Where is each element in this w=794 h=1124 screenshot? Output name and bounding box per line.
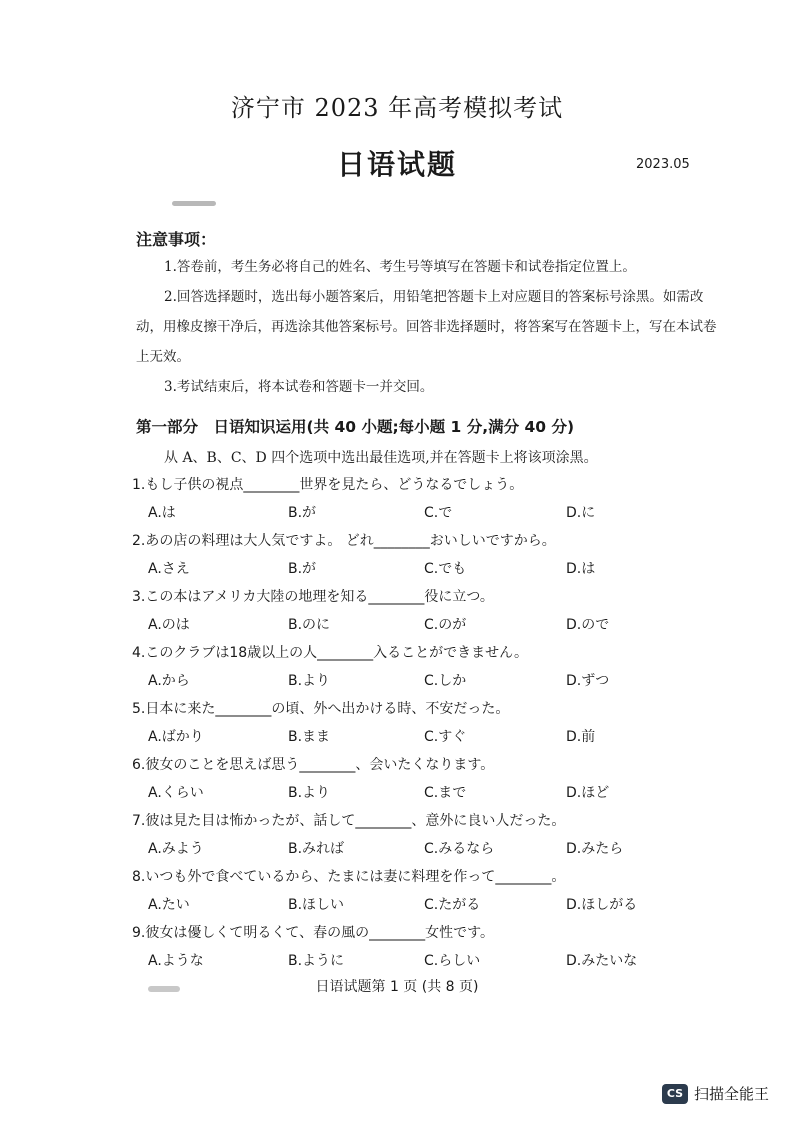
options-row [132, 890, 732, 920]
question-stem: 8.いつも外で食べているから、たまには妻に料理を作って________。 [132, 869, 566, 885]
options-row [132, 554, 732, 584]
option-a: A.ばかり [148, 729, 204, 745]
question [132, 640, 732, 696]
question-stem: 4.このクラブは18歳以上の人________入ることができません。 [132, 645, 529, 661]
options-row [132, 946, 732, 976]
part-instruction: 从 A、B、C、D 四个选项中选出最佳选项,并在答题卡上将该项涂黑。 [164, 450, 598, 466]
option-b: B.まま [288, 729, 331, 745]
camscanner-logo-icon: CS [662, 1084, 688, 1104]
option-b: B.ように [288, 953, 345, 969]
option-a: A.さえ [148, 561, 190, 577]
option-c: C.のが [424, 617, 467, 633]
option-d: D.ので [566, 617, 610, 633]
part-heading: 第一部分 日语知识运用(共 40 小题;每小题 1 分,满分 40 分) [136, 418, 575, 436]
option-b: B.より [288, 785, 331, 801]
options-row [132, 778, 732, 808]
note-item: 3.考试结束后，将本试卷和答题卡一并交回。 [164, 379, 434, 395]
note-item: 1.答卷前，考生务必将自己的姓名、考生号等填写在答题卡和试卷指定位置上。 [164, 259, 636, 275]
option-b: B.みれば [288, 841, 345, 857]
option-d: D.みたら [566, 841, 624, 857]
option-a: A.は [148, 505, 176, 521]
option-b: B.より [288, 673, 331, 689]
option-d: D.みたいな [566, 953, 638, 969]
question [132, 864, 732, 920]
question [132, 696, 732, 752]
option-b: B.のに [288, 617, 331, 633]
option-d: D.に [566, 505, 596, 521]
options-row [132, 722, 732, 752]
option-d: D.ほど [566, 785, 610, 801]
option-b: B.が [288, 561, 317, 577]
scanner-watermark [662, 1083, 769, 1104]
option-c: C.らしい [424, 953, 481, 969]
question [132, 472, 732, 528]
subject-title: 日语试题 [336, 148, 457, 181]
question [132, 752, 732, 808]
options-row [132, 498, 732, 528]
pencil-mark [172, 201, 216, 206]
option-d: D.は [566, 561, 596, 577]
option-a: A.みよう [148, 841, 204, 857]
question-stem: 7.彼は見た目は怖かったが、話して________、意外に良い人だった。 [132, 813, 566, 829]
note-item: 2.回答选择题时，选出每小题答案后，用铅笔把答题卡上对应题目的答案标号涂黑。如需改动，用橡皮擦干净后，再选涂其他答案标号。回答非选择题时，将答案写在答题卡上，写在本试卷上无效。 [136, 289, 717, 365]
option-b: B.ほしい [288, 897, 345, 913]
question-stem: 6.彼女のことを思えば思う________、会いたくなります。 [132, 757, 495, 773]
option-c: C.すぐ [424, 729, 467, 745]
question [132, 584, 732, 640]
option-c: C.しか [424, 673, 467, 689]
question [132, 920, 732, 976]
question-stem: 2.あの店の料理は大人気ですよ。 どれ________おいしいですから。 [132, 533, 556, 549]
option-c: C.まで [424, 785, 467, 801]
question [132, 528, 732, 584]
option-c: C.でも [424, 561, 467, 577]
question-stem: 5.日本に来た________の頃、外へ出かける時、不安だった。 [132, 701, 510, 717]
question-stem: 1.もし子供の視点________世界を見たら、どうなるでしょう。 [132, 477, 524, 493]
option-b: B.が [288, 505, 317, 521]
option-a: A.くらい [148, 785, 204, 801]
page-title: 济宁市 2023 年高考模拟考试 [230, 94, 564, 122]
option-a: A.のは [148, 617, 190, 633]
page-footer: 日语试题第 1 页 (共 8 页) [315, 979, 479, 995]
question-stem: 3.この本はアメリカ大陸の地理を知る________役に立つ。 [132, 589, 494, 605]
option-a: A.から [148, 673, 190, 689]
question-list [132, 472, 732, 976]
option-c: C.みるなら [424, 841, 495, 857]
option-d: D.前 [566, 729, 596, 745]
notes-list [136, 252, 726, 402]
question [132, 808, 732, 864]
option-c: C.で [424, 505, 453, 521]
option-d: D.ほしがる [566, 897, 638, 913]
option-a: A.ような [148, 953, 204, 969]
options-row [132, 610, 732, 640]
exam-date: 2023.05 [636, 157, 690, 172]
option-c: C.たがる [424, 897, 481, 913]
notes-heading: 注意事项： [136, 230, 217, 249]
options-row [132, 666, 732, 696]
options-row [132, 834, 732, 864]
question-stem: 9.彼女は優しくて明るくて、春の風の________女性です。 [132, 925, 494, 941]
watermark-text: 扫描全能王 [694, 1085, 770, 1103]
option-a: A.たい [148, 897, 190, 913]
option-d: D.ずつ [566, 673, 610, 689]
